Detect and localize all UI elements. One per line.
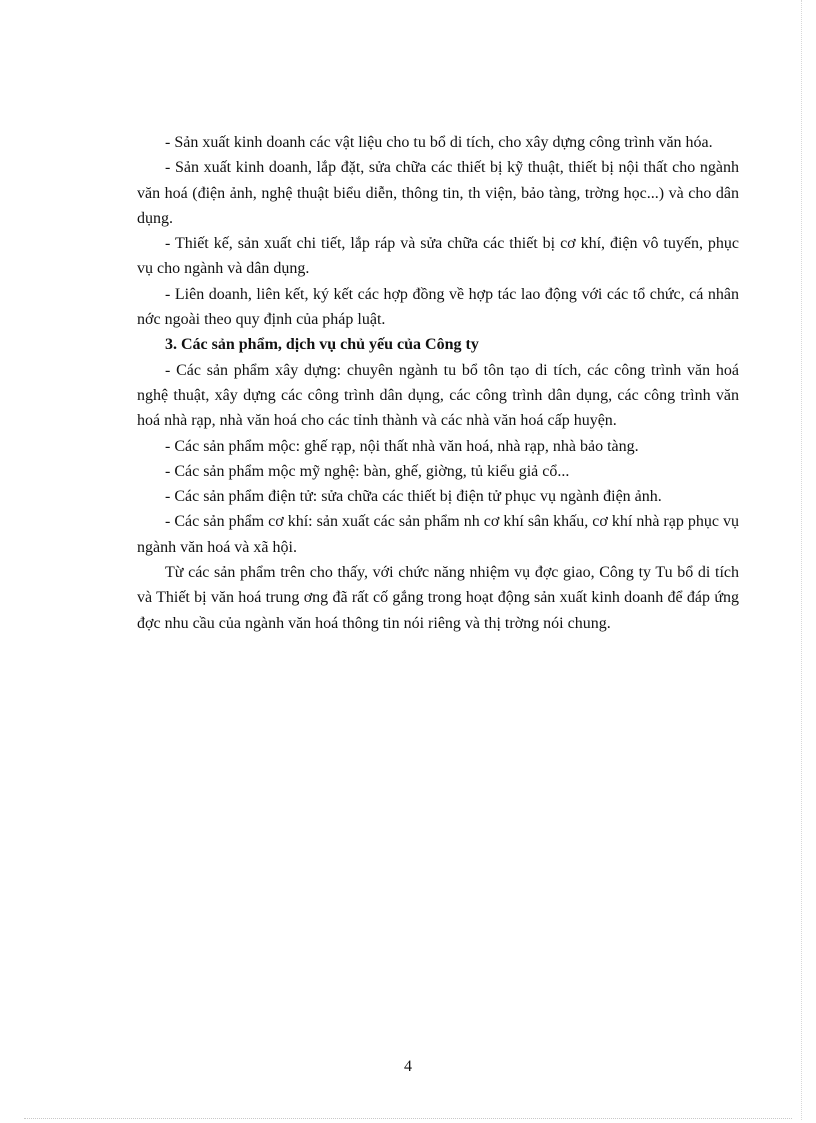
paragraph-mechanics: - Các sản phẩm cơ khí: sản xuất các sản phẩm nh cơ khí sân khấu, cơ khí nhà rạp phục vụ ngành văn hoá và xã hội. (137, 513, 739, 556)
paragraph-mechanical: - Thiết kế, sản xuất chi tiết, lắp ráp và sửa chữa các thiết bị cơ khí, điện vô tuyến, phục vụ cho ngành và dân dụng. (137, 235, 739, 278)
section-heading: 3. Các sản phẩm, dịch vụ chủ yếu của Công ty (165, 336, 479, 354)
paragraph-construction-products: - Các sản phẩm xây dựng: chuyên ngành tu bổ tôn tạo di tích, các công trình văn hoá nghệ thuật, xây dựng các công trình dân dụng, các công trình dân dụng, các công trình văn hoá nhà rạp, nhà văn hoá cho các tỉnh thành và các nhà văn hoá cấp huyện. (137, 361, 739, 430)
page-right-divider (801, 0, 802, 1120)
page-bottom-divider (24, 1118, 792, 1119)
paragraph-wood-products: - Các sản phẩm mộc: ghế rạp, nội thất nhà văn hoá, nhà rạp, nhà bảo tàng. (165, 437, 639, 455)
paragraph-conclusion: Từ các sản phẩm trên cho thấy, với chức năng nhiệm vụ đợc giao, Công ty Tu bổ di tích và Thiết bị văn hoá trung ơng đã rất cố gắng trong hoạt động sản xuất kinh doanh để đáp ứng đợc nhu cầu của ngành văn hoá thông tin nói riêng và thị trờng nói chung. (137, 564, 739, 632)
paragraph-electronics: - Các sản phẩm điện tử: sửa chữa các thiết bị điện tử phục vụ ngành điện ảnh. (165, 488, 662, 506)
paragraph-equipment: - Sản xuất kinh doanh, lắp đặt, sửa chữa các thiết bị kỹ thuật, thiết bị nội thất cho ngành văn hoá (điện ảnh, nghệ thuật biểu diễn, thông tin, th viện, bảo tàng, trờng học...) và cho dân dụng. (137, 159, 739, 227)
paragraph-fine-art-wood: - Các sản phẩm mộc mỹ nghệ: bàn, ghế, giờng, tủ kiểu giả cổ... (165, 462, 570, 480)
page-number: 4 (404, 1058, 412, 1075)
paragraph-joint-venture: - Liên doanh, liên kết, ký kết các hợp đồng về hợp tác lao động với các tổ chức, cá nhân nớc ngoài theo quy định của pháp luật. (137, 285, 739, 329)
document-body (137, 130, 739, 636)
paragraph-materials: - Sản xuất kinh doanh các vật liệu cho tu bổ di tích, cho xây dựng công trình văn hóa. (165, 134, 713, 151)
